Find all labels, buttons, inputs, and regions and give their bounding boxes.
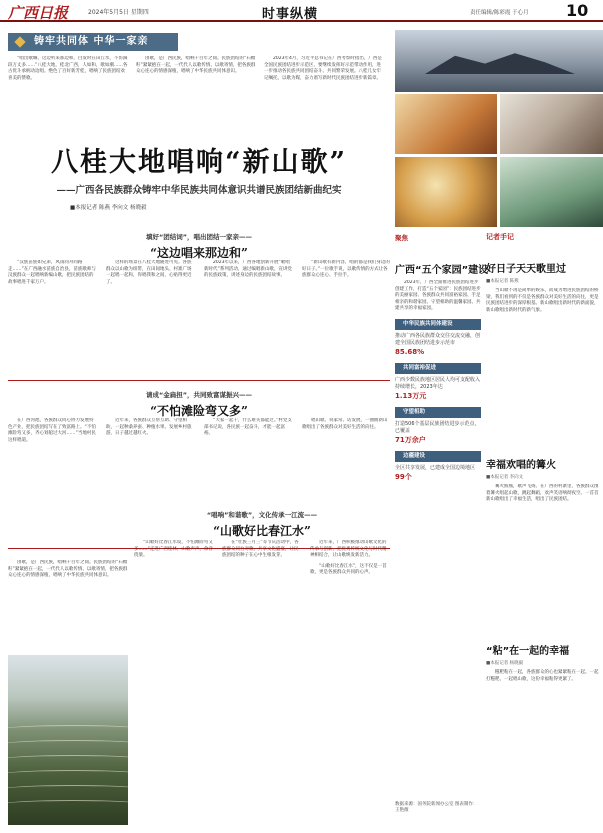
story-1-kicker: 填好“团结词”，唱出团结一家亲——: [145, 233, 253, 241]
right-column-intro: 2023年，广西全面推进民族团结进步创建工作，打造“五个家园”：民族团结进步的美丽家园、各族群众共同富裕家园、手足相亲的和谐家园、守望相助的温馨家园、共建共享的幸福家园。: [395, 280, 481, 312]
intro-column-3: [264, 56, 384, 134]
section-tab-wrap: [395, 363, 481, 375]
section-tab-wrap: [395, 319, 481, 331]
section-stat-2-wrap: [395, 393, 481, 401]
story-3-kicker: “唱响”和谐歌”，文化传承一江流——: [206, 511, 318, 519]
masthead: [0, 0, 603, 22]
section-tab-wrap: [395, 451, 481, 463]
intro-text-3: 2023年4月，习近平总书记在广西考察时指出，广西是全国民族团结进步示范区，要继续发挥好示范带动作用，进一步推动各民族共同团结奋斗、共同繁荣发展。八桂儿女牢记嘱托，以歌为媒，奋力谱写新时代民族团结进步新篇章。: [264, 56, 382, 81]
right-column-body: [395, 280, 481, 820]
section-title: 时事纵横: [262, 7, 319, 22]
terrace-line: [8, 740, 128, 750]
story-1-body: [8, 260, 390, 368]
story-1-text-4: “新山歌有新内容，唱的都是我们身边的好日子。”一位歌手说，以歌传情的方式让各族群众心连心、手拉手。: [302, 260, 390, 279]
story-1: [8, 232, 390, 261]
story-2-text-1: 在广西河池，各族群众同心协力发展特色产业，把民族团结写在了致富路上。“不怕滩险弯又多，齐心划船过大河……”当地村民这样唱道。: [8, 418, 96, 443]
story-2-text-4: 唱山歌、说家常、话发展，一曲曲新山歌唱出了各族群众对美好生活的向往。: [302, 418, 388, 430]
story-3-col-3: [310, 540, 390, 780]
note-1-title: 好日子天天歌里过: [486, 264, 566, 275]
main-byline: ■本报记者 陈燕 李向文 杨晓毅: [70, 205, 147, 211]
terrace-line: [8, 800, 128, 810]
story-1-col-3: [204, 260, 292, 368]
main-subheadline: ——广西各民族群众铸牢中华民族共同体意识共谱民族团结新曲纪实: [56, 185, 342, 196]
story-1-col-4: [302, 260, 390, 368]
photo-festival: [500, 157, 603, 227]
section-stat-2: 1.13万元: [395, 391, 427, 400]
story-1-text-2: 这样的场景在八桂大地随处可见。各族群众以山歌为纽带，在田间地头、村寨广场一起唱一起和，你唱我和之间，心贴得更近了。: [106, 260, 192, 285]
section-text-1: 推动广西各民族群众交往交流交融，创建全国民族团结进步示范市: [395, 332, 481, 346]
terrace-line: [8, 755, 128, 765]
story-2: [8, 390, 390, 419]
story-3-text-4: “山歌好比春江水”，这不仅是一首歌，更是各族群众共同的心声。: [310, 563, 387, 576]
story-1-text-3: 2023年以来，广西各地创新开展“歌唱新时代”系列活动，通过编唱新山歌，宣讲党的民族政策，讲述身边的民族团结故事。: [204, 260, 292, 279]
page-number: 10: [566, 1, 589, 20]
section-text-2: 广西少数民族地区居民人均可支配收入持续增长，2023年达: [395, 376, 481, 390]
photo-collage: [395, 30, 603, 227]
section-text-4: 全区共享发展，已建成全国边境地区: [395, 464, 476, 471]
photo-dancers: [395, 94, 497, 154]
note-3-body: 糍粑粘在一起，各族群众的心也紧紧粘在一起。一起打糍粑、一起唱山歌，这份幸福粘得更紧了。: [486, 670, 599, 682]
terrace-line: [8, 770, 128, 780]
terrace-line: [8, 725, 128, 735]
story-1-col-1: [8, 260, 96, 368]
note-2-byline: ■本报记者 李向文: [486, 475, 524, 480]
story-2-text-2: 近年来，各族群众互帮互助、守望相助，一起种桑养蚕、种植水果、发展乡村旅游，日子越过越红火。: [106, 418, 192, 437]
newspaper-logo: 广西日报: [8, 4, 69, 22]
story-2-kicker: 请成“金扁担”，共同致富谋振兴——: [145, 391, 253, 399]
story-3-col-1: [134, 540, 214, 780]
story-3-body: [134, 540, 390, 780]
intro-text-2: 由歌，是广西民族，唱响千百年之间。民族团结的“石榴籽”紧紧抱在一起，一代代人以歌传情、以歌寄情，把各族群众心连心的情感深植，唱响了中华民族共同体意识。: [136, 56, 256, 75]
story-1-title: “这边唱来那边和”: [150, 246, 248, 260]
photo-singers: [500, 94, 603, 154]
story-3-col-2: [222, 540, 302, 780]
story-1-col-2: [106, 260, 194, 368]
story-3-text-2: 在“壮族三月三”等节庆活动中，各族群众同台对歌，共享文化盛宴，让民族团结的种子在心中生根发芽。: [222, 540, 299, 559]
section-stat-4-wrap: [395, 474, 481, 482]
intro-column-2: [136, 56, 256, 134]
story-2-text-3: “大家一起干，什么难关都能过。”村党支部书记说，各民族一起奋斗，才能一起富裕。: [204, 418, 292, 437]
main-headline: 八桂大地唱响“新山歌”: [50, 147, 348, 178]
section-tab-1: 中华民族共同体建设: [395, 319, 481, 330]
note-2-title: 幸福欢唱的篝火: [486, 460, 556, 471]
photo-building: [395, 30, 603, 92]
column-banner: 铸牢共同体 中华一家亲: [8, 33, 178, 51]
story-1-text-1: “汉族苗族如兄弟，风雨同舟同路走……”在广西融水苗族自治县，苗族歌师与汉族群众一起唱响新编山歌，把民族团结的故事唱进千家万户。: [8, 260, 96, 285]
section-tab-wrap: [395, 407, 481, 419]
story-3-title: “山歌好比春江水”: [213, 524, 311, 538]
note-2-body: 篝火熊熊，歌声飞扬。在广西的村寨里，各族群众围着篝火唱起山歌，跳起舞蹈，欢声笑语响彻夜空。一首首新山歌唱出了幸福生活，唱出了民族团结。: [486, 484, 599, 503]
note-1-byline: ■本报记者 陈燕: [486, 279, 519, 284]
issue-date: 2024年5月5日 星期四: [88, 9, 149, 16]
section-tab-2: 共同富裕促进: [395, 363, 481, 374]
story-3-text-1: “山歌好比春江水哎，不怕滩险弯又多……”走进广西桂林，山歌声声，余音绕梁。: [134, 540, 213, 559]
intro-column-1: [8, 56, 128, 134]
story-2-title: “不怕滩险弯又多”: [150, 404, 248, 418]
story-3-left-column: [8, 560, 128, 650]
reporter-notes-heading: 记者手记: [486, 232, 514, 241]
note-3-title: “粘”在一起的幸福: [486, 646, 570, 657]
section-stat-1-wrap: [395, 349, 481, 357]
story-3-text-3: 近年来，广西积极推动山歌文化的传承与创新，把优秀传统文化与时代精神相结合，让山歌焕发新活力。: [310, 540, 387, 559]
divider: [8, 380, 390, 381]
terrace-line: [8, 785, 128, 795]
section-stat-3-wrap: [395, 437, 481, 445]
photo-terraces: [8, 655, 128, 825]
section-stat-4: 99个: [395, 472, 412, 481]
note-3-byline: ■本报记者 杨晓毅: [486, 661, 524, 666]
data-source: 数据来源：国务院新闻办公室 图表制作：王艳薇: [395, 802, 478, 813]
reporter-notes-column: [486, 232, 600, 828]
note-1-body: 当山歌不再是简单的娱乐，而成为增进民族团结的桥梁，我们看到的不仅是各族群众对美好生活的向往，更是民族团结进步的深厚根基。新山歌唱出新时代的新面貌，新山歌唱出新时代的新气象。: [486, 288, 599, 313]
photo-food: [395, 157, 497, 227]
right-column-title: 广西“五个家园”建设: [395, 265, 489, 276]
intro-block: [8, 56, 390, 134]
focus-tag: 聚焦: [395, 234, 408, 242]
section-stat-3: 71万余户: [395, 435, 426, 444]
story-3-left-text: 由歌，是广西民族，唱响千百年之间。民族团结的“石榴籽”紧紧抱在一起，一代代人以歌传情、以歌寄情，把各族群众心连心的情感深植，唱响了中华民族共同体意识。: [8, 560, 128, 579]
section-text-3: 打造506个基层民族团结进步示范点，已覆盖: [395, 420, 480, 434]
roofline-shape: [425, 48, 575, 74]
editor-credits: 责任编辑/陈彩霞 于心月: [470, 10, 529, 16]
story-3-header: [134, 510, 390, 539]
section-tab-4: 边疆建设: [395, 451, 481, 462]
story-2-col-1: [8, 418, 96, 538]
intro-text-1: “唱出歌嘛，这边听来那边和，白发时在田丘水，不仿滴段万丈多……”八桂大地，桂北广西，人如和，歌如潮……各古优斗承柄动边唱。绝色了百好新芳桂，唱响了民族团结欢喜美的赞歌。: [8, 56, 128, 81]
section-tab-3: 守望相助: [395, 407, 481, 418]
section-stat-1: 85.68%: [395, 347, 425, 356]
